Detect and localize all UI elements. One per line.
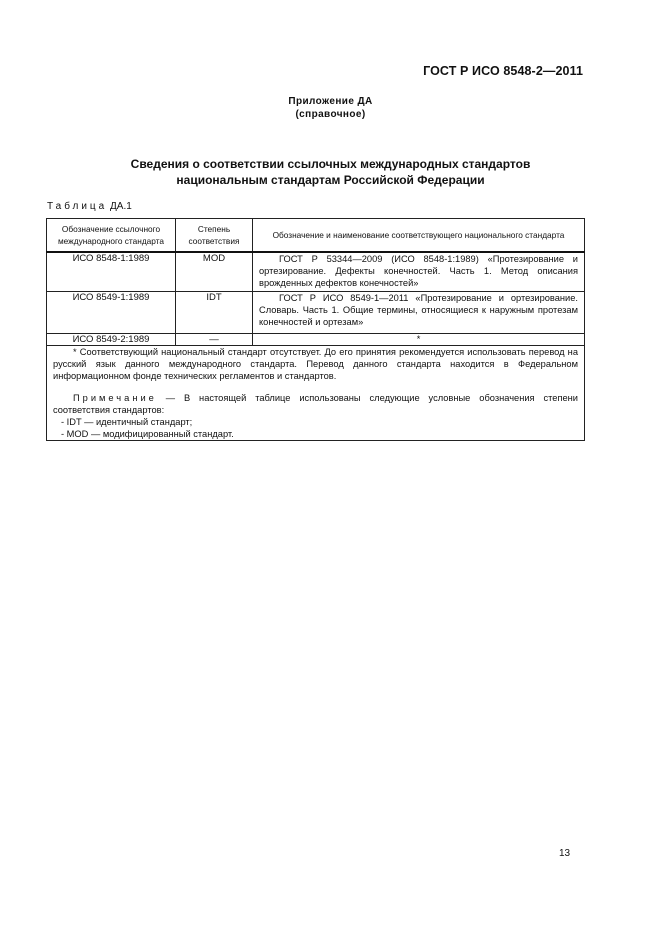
page-number: 13 xyxy=(559,848,571,859)
column-header-international: Обозначение ссылочного международного стандарта xyxy=(47,219,176,253)
note-label: Примечание xyxy=(73,392,157,403)
cell-degree: MOD xyxy=(176,252,253,291)
note-text xyxy=(53,392,578,416)
note-item-idt: - IDT — идентичный стандарт; xyxy=(61,416,193,427)
section-title-line2: национальным стандартам Российской Федерации xyxy=(176,173,485,187)
note-content: — В настоящей таблице использованы следующие условные обозначения степени соответствия стандартов: xyxy=(53,392,578,415)
table-footnote xyxy=(47,345,585,440)
column-header-degree: Степень соответствия xyxy=(176,219,253,253)
annex-title: Приложение ДА xyxy=(288,96,373,107)
table-label-number: ДА.1 xyxy=(110,201,132,212)
table-header-row xyxy=(47,219,585,253)
cell-national: * xyxy=(253,333,585,345)
footnote-content: * Соответствующий национальный стандарт отсутствует. До его принятия рекомендуется использовать перевод на русский язык данного международного стандарта. Перевод данного стандарта находится в Федеральном информационном фонде технических регламентов и стандартов. xyxy=(53,346,578,381)
cell-national-text: ГОСТ Р ИСО 8549-1—2011 «Протезирование и ортезирование. Словарь. Часть 1. Общие термины, относящиеся к наружным протезам конечностей и ортезам» xyxy=(259,292,578,327)
standards-table xyxy=(46,218,585,441)
cell-degree: — xyxy=(176,333,253,345)
table-footnote-row xyxy=(47,345,585,440)
cell-international: ИСО 8549-1:1989 xyxy=(47,291,176,333)
annex-heading xyxy=(0,95,661,121)
table-label-word: Таблица xyxy=(47,201,108,212)
annex-subtitle: (справочное) xyxy=(295,109,366,120)
note-item-mod: - MOD — модифицированный стандарт. xyxy=(61,428,234,439)
footnote-text xyxy=(53,346,578,382)
cell-national xyxy=(253,252,585,291)
cell-international: ИСО 8549-2:1989 xyxy=(47,333,176,345)
document-code: ГОСТ Р ИСО 8548-2—2011 xyxy=(423,64,583,78)
cell-national-text: ГОСТ Р 53344—2009 (ИСО 8548-1:1989) «Протезирование и ортезирование. Дефекты конечностей. Часть 1. Метод описания врожденных дефектов конечностей» xyxy=(259,254,578,288)
cell-international: ИСО 8548-1:1989 xyxy=(47,252,176,291)
table-row xyxy=(47,291,585,333)
cell-degree: IDT xyxy=(176,291,253,333)
table-label xyxy=(47,201,132,212)
cell-national xyxy=(253,291,585,333)
table-row xyxy=(47,252,585,291)
column-header-national: Обозначение и наименование соответствующего национального стандарта xyxy=(253,219,585,253)
table-row xyxy=(47,333,585,345)
section-title-line1: Сведения о соответствии ссылочных международных стандартов xyxy=(130,157,531,171)
section-title xyxy=(0,156,661,188)
